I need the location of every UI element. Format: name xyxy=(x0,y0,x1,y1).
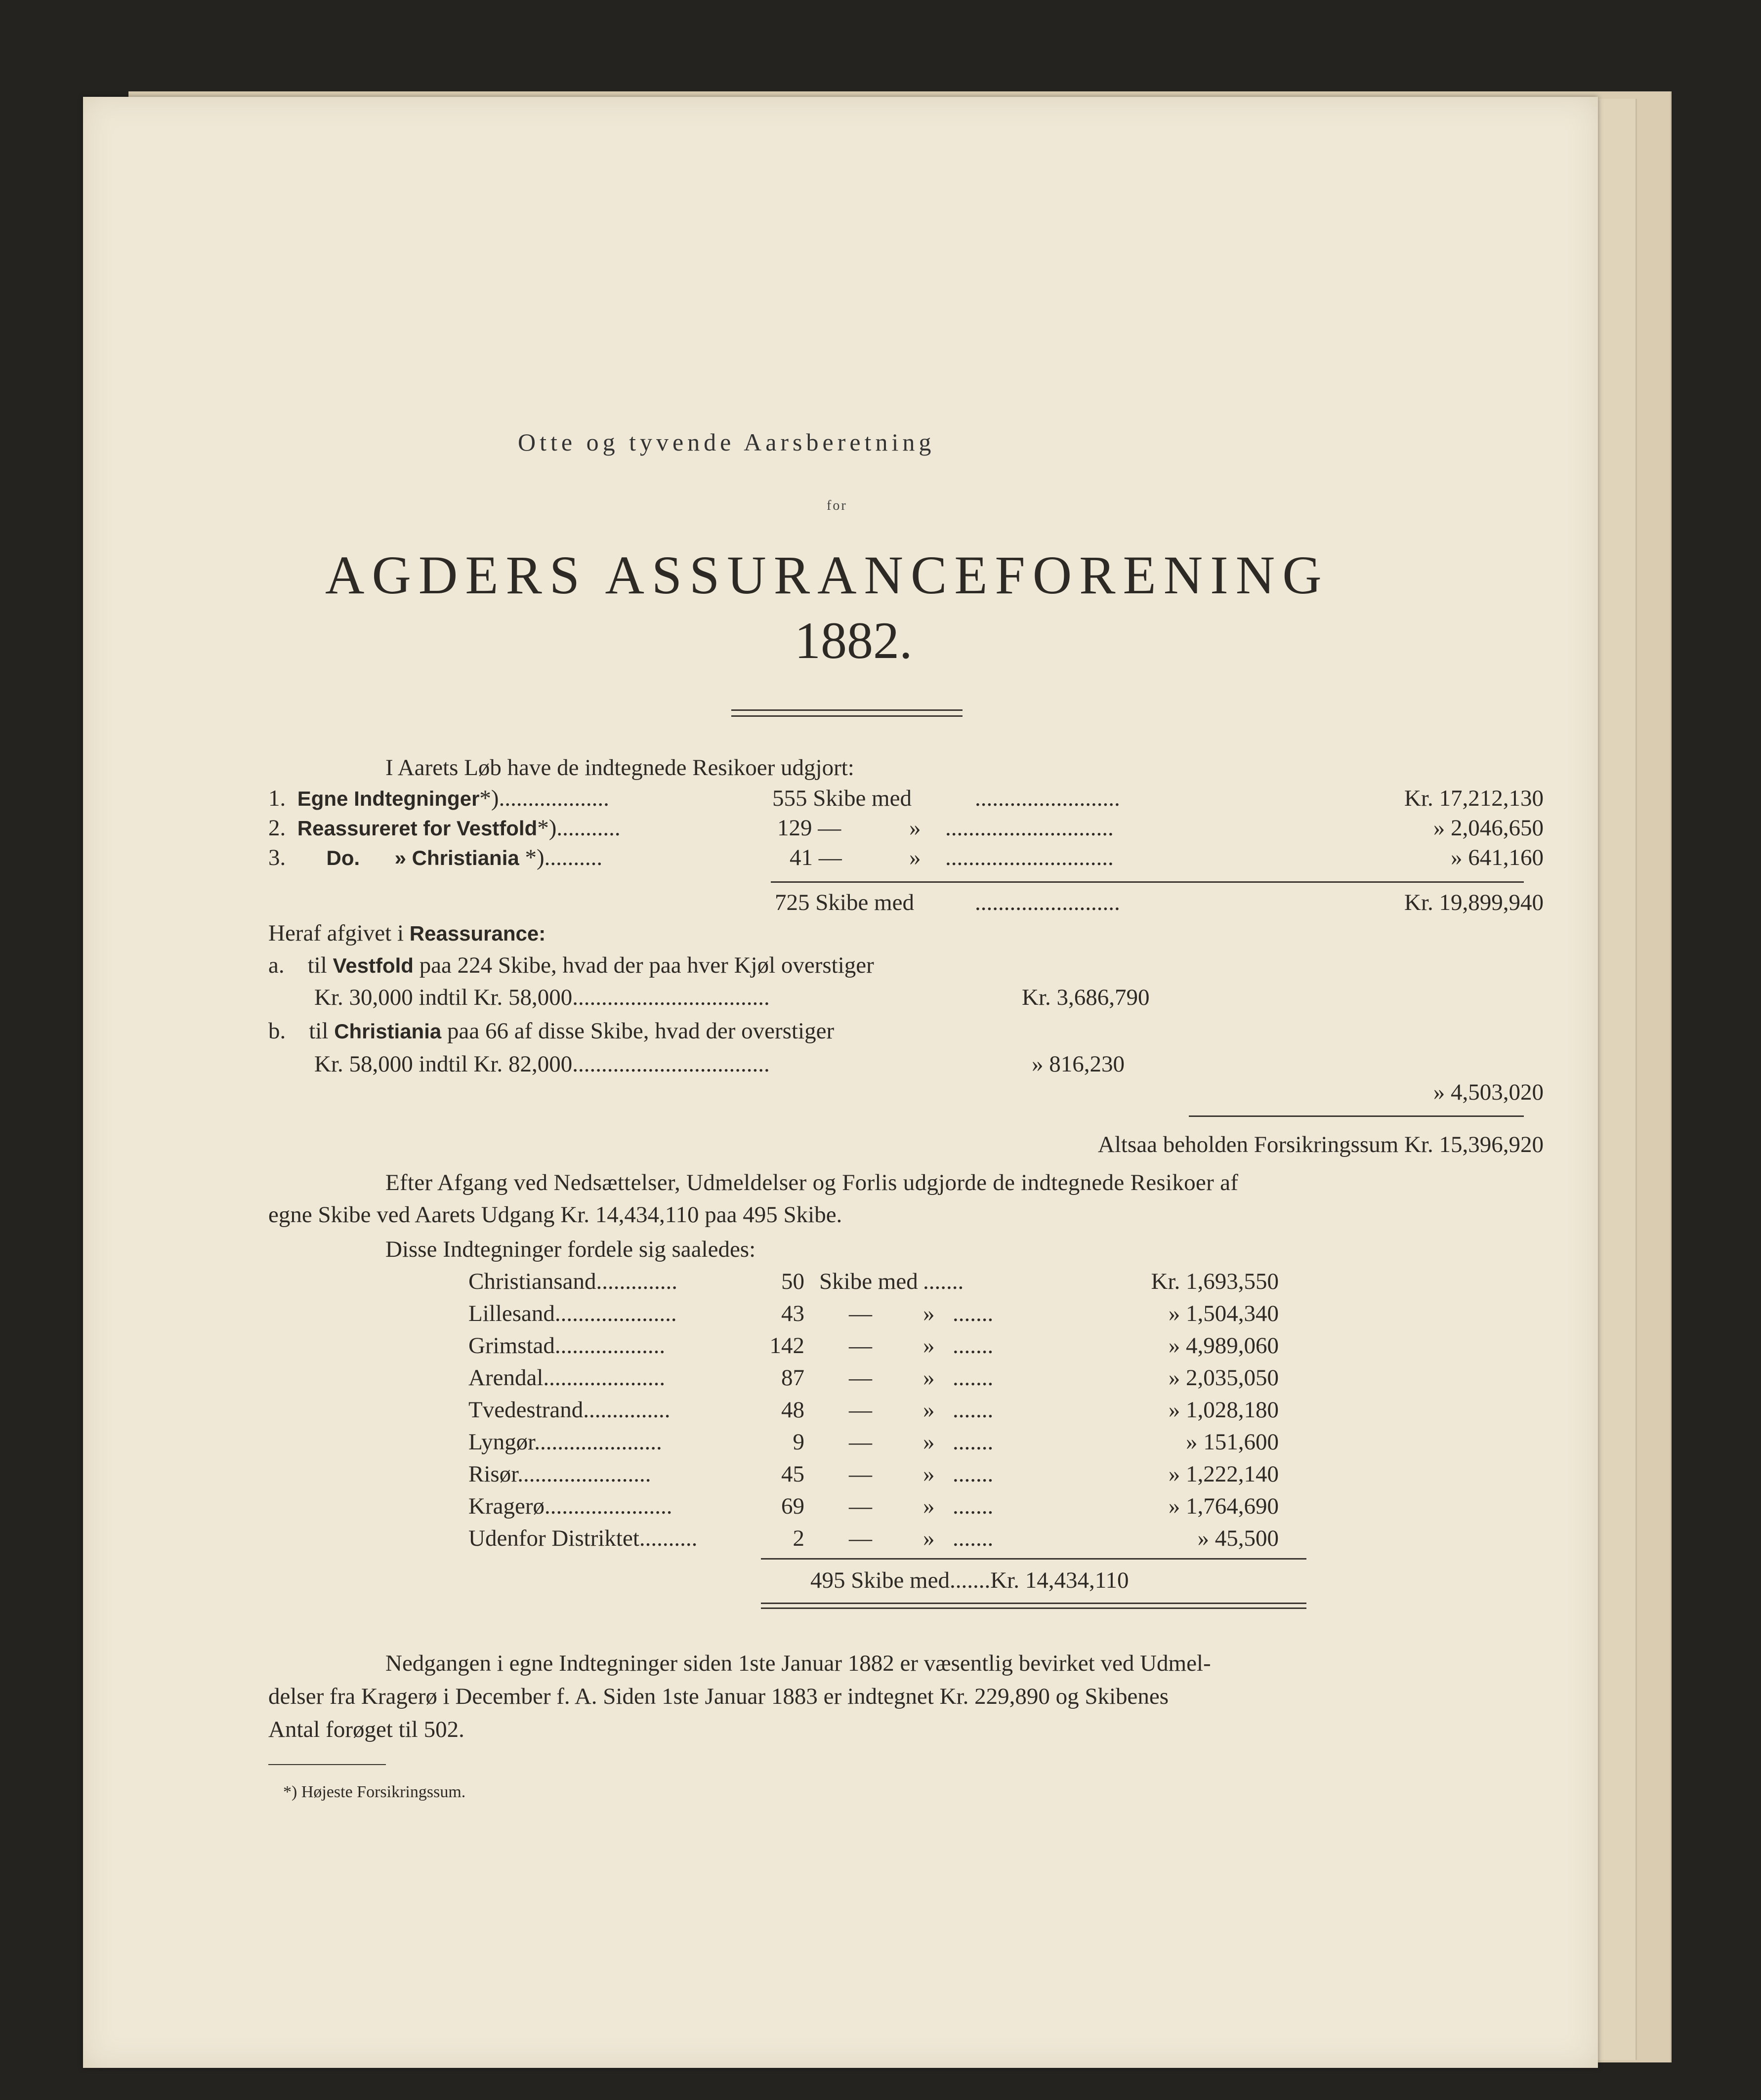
leader-dots: ....... xyxy=(953,1525,994,1551)
footnote-mark: *) xyxy=(479,785,499,811)
footnote-mark: *) xyxy=(537,815,557,841)
ditto-mark: » xyxy=(909,815,921,841)
district-amount: » 2,035,050 xyxy=(1168,1365,1279,1391)
for-label: for xyxy=(827,498,847,513)
district-count: 9 xyxy=(793,1429,804,1455)
row-3-ships: 41 — xyxy=(790,845,842,870)
district-count: 50 xyxy=(781,1269,804,1294)
sub-amount: » 4,503,020 xyxy=(1433,1079,1544,1105)
district-name xyxy=(468,1366,665,1390)
ditto-mark: » xyxy=(909,845,921,870)
district-amount: » 151,600 xyxy=(1186,1429,1279,1455)
row-1 xyxy=(268,787,609,810)
heraf-text: Heraf afgivet i xyxy=(268,920,404,946)
district-ships: Skibe med xyxy=(819,1269,918,1294)
title-divider xyxy=(731,709,963,717)
leader-dots: ....... xyxy=(953,1365,994,1391)
item-letter: a. xyxy=(268,952,285,978)
ditto-mark: » xyxy=(923,1365,935,1391)
district-count: 45 xyxy=(781,1461,804,1487)
row-1-amount: Kr. 17,212,130 xyxy=(1404,785,1544,811)
ditto-mark: » xyxy=(923,1429,935,1455)
row-label: Do. xyxy=(326,846,360,869)
row-number: 2. xyxy=(268,815,286,841)
row-1-ships: 555 Skibe med xyxy=(772,785,912,811)
footnote: *) Højeste Forsikringssum. xyxy=(283,1783,466,1801)
district-name xyxy=(468,1270,677,1293)
item-rest: paa 66 af disse Skibe, hvad der overstiger xyxy=(447,1018,835,1044)
closing-line-3: Antal forøget til 502. xyxy=(268,1717,464,1742)
item-rest: paa 224 Skibe, hvad der paa hver Kjøl overstiger xyxy=(419,952,874,978)
row-3-amount: » 641,160 xyxy=(1451,845,1544,870)
ditto-mark: » xyxy=(923,1333,935,1359)
district-name-text: Kragerø xyxy=(468,1493,545,1519)
ditto-mark: » xyxy=(923,1301,935,1326)
district-count: 48 xyxy=(781,1397,804,1423)
district-name xyxy=(468,1431,662,1454)
altsaa-line: Altsaa beholden Forsikringssum Kr. 15,396,920 xyxy=(1097,1132,1544,1157)
item-letter: b. xyxy=(268,1018,286,1044)
footnote-rule xyxy=(268,1764,386,1765)
district-name xyxy=(468,1495,672,1518)
ditto-mark: » xyxy=(923,1493,935,1519)
efter-line-1: Efter Afgang ved Nedsættelser, Udmeldelser og Forlis udgjorde de indtegnede Resikoer af xyxy=(385,1170,1239,1195)
district-amount: » 4,989,060 xyxy=(1168,1333,1279,1359)
district-ships: — xyxy=(849,1365,872,1391)
item-range: Kr. 30,000 indtil Kr. 58,000 xyxy=(314,985,573,1010)
heraf-line xyxy=(268,922,545,945)
leader-dots: ............... xyxy=(583,1397,671,1423)
district-ships: — xyxy=(849,1397,872,1423)
efter-line-2: egne Skibe ved Aarets Udgang Kr. 14,434,110 paa 495 Skibe. xyxy=(268,1202,842,1228)
district-count: 87 xyxy=(781,1365,804,1391)
leader-dots: ................... xyxy=(554,1333,666,1359)
leader-dots: ............................. xyxy=(945,815,1114,841)
district-amount: » 45,500 xyxy=(1197,1525,1279,1551)
footnote-mark: *) xyxy=(525,845,545,870)
ditto-mark: » xyxy=(923,1397,935,1423)
item-bold: Christiania xyxy=(334,1020,442,1043)
leader-dots: ......................... xyxy=(975,890,1120,915)
district-amount: » 1,764,690 xyxy=(1168,1493,1279,1519)
district-name-text: Risør xyxy=(468,1461,518,1487)
district-name-text: Grimstad xyxy=(468,1333,555,1359)
item-pre: til xyxy=(309,1018,329,1044)
sum-rule xyxy=(761,1607,1306,1609)
row-label: Reassureret for Vestfold xyxy=(297,817,538,840)
district-name xyxy=(468,1302,677,1325)
leader-dots: ............................. xyxy=(945,845,1114,870)
district-ships: — xyxy=(849,1525,872,1551)
leader-dots: .................................. xyxy=(572,985,770,1010)
district-ships: — xyxy=(849,1429,872,1455)
district-name xyxy=(468,1399,671,1422)
sum-rule xyxy=(761,1603,1306,1604)
district-ships: — xyxy=(849,1301,872,1326)
district-name xyxy=(468,1334,665,1358)
item-b xyxy=(268,1020,834,1043)
row-label: Egne Indtegninger xyxy=(297,787,480,810)
leader-dots: ...................... xyxy=(544,1493,672,1519)
pre-title-text: Otte og tyvende Aarsberetning xyxy=(518,428,935,456)
district-name xyxy=(468,1463,651,1486)
leader-dots: .............. xyxy=(596,1269,677,1294)
leader-dots: ....... xyxy=(953,1333,994,1359)
row-number: 1. xyxy=(268,785,286,811)
district-name-text: Lyngør xyxy=(468,1429,535,1455)
leader-dots: .......... xyxy=(639,1525,698,1551)
leader-dots: ....... xyxy=(953,1461,994,1487)
total-amount: Kr. 19,899,940 xyxy=(1404,890,1544,915)
leader-dots: ...................... xyxy=(534,1429,662,1455)
district-total: 495 Skibe med.......Kr. 14,434,110 xyxy=(810,1567,1129,1593)
row-number: 3. xyxy=(268,845,286,870)
district-count: 2 xyxy=(793,1525,804,1551)
district-count: 69 xyxy=(781,1493,804,1519)
district-amount: » 1,028,180 xyxy=(1168,1397,1279,1423)
pre-title xyxy=(518,428,935,456)
leader-dots: ................... xyxy=(499,785,609,811)
item-b-line2 xyxy=(314,1053,770,1076)
closing-line-1: Nedgangen i egne Indtegninger siden 1ste Januar 1882 er væsentlig bevirket ved Udmel- xyxy=(385,1650,1211,1676)
leader-dots: ..................... xyxy=(554,1301,677,1326)
row-2 xyxy=(268,817,621,840)
district-amount: » 1,222,140 xyxy=(1168,1461,1279,1487)
district-name xyxy=(468,1527,697,1550)
district-name-text: Arendal xyxy=(468,1365,544,1391)
leader-dots: ....... xyxy=(953,1397,994,1423)
ditto-mark: » xyxy=(923,1461,935,1487)
district-ships: — xyxy=(849,1333,872,1359)
total-ships: 725 Skibe med xyxy=(775,890,914,915)
leader-dots: ......................... xyxy=(975,785,1120,811)
item-b-amount: » 816,230 xyxy=(1032,1051,1125,1077)
item-range: Kr. 58,000 indtil Kr. 82,000 xyxy=(314,1051,573,1077)
leader-dots: ....... xyxy=(953,1429,994,1455)
row-2-ships: 129 — xyxy=(777,815,841,841)
sum-rule xyxy=(761,1558,1306,1560)
document-page xyxy=(83,97,1598,2068)
district-name-text: Tvedestrand xyxy=(468,1397,584,1423)
district-name-text: Udenfor Distriktet xyxy=(468,1525,639,1551)
district-amount: Kr. 1,693,550 xyxy=(1151,1269,1279,1294)
closing-line-2: delser fra Kragerø i December f. A. Siden 1ste Januar 1883 er indtegnet Kr. 229,890 og Skibenes xyxy=(268,1684,1169,1709)
year: 1882. xyxy=(795,612,913,669)
district-amount: » 1,504,340 xyxy=(1168,1301,1279,1326)
heraf-bold: Reassurance: xyxy=(409,922,546,945)
item-a xyxy=(268,954,874,977)
district-name-text: Lillesand xyxy=(468,1301,555,1326)
leader-dots: .......... xyxy=(544,845,603,870)
intro-text: I Aarets Løb have de indtegnede Resikoer udgjort: xyxy=(385,755,854,781)
district-count: 43 xyxy=(781,1301,804,1326)
item-pre: til xyxy=(307,952,327,978)
row-3 xyxy=(268,846,602,869)
leader-dots: ....................... xyxy=(517,1461,651,1487)
row-label-mid: » Christiania xyxy=(394,846,519,869)
main-title: AGDERS ASSURANCEFORENING xyxy=(325,545,1329,605)
leader-dots: ....... xyxy=(923,1269,964,1294)
sum-rule xyxy=(1189,1115,1524,1117)
leader-dots: ..................... xyxy=(543,1365,666,1391)
row-2-amount: » 2,046,650 xyxy=(1433,815,1544,841)
ditto-mark: » xyxy=(923,1525,935,1551)
district-ships: — xyxy=(849,1461,872,1487)
leader-dots: ....... xyxy=(953,1493,994,1519)
leader-dots: ....... xyxy=(953,1301,994,1326)
district-name-text: Christiansand xyxy=(468,1269,596,1294)
disse-line: Disse Indtegninger fordele sig saaledes: xyxy=(385,1236,756,1262)
leader-dots: ........... xyxy=(556,815,621,841)
item-a-amount: Kr. 3,686,790 xyxy=(1022,985,1150,1010)
leader-dots: .................................. xyxy=(572,1051,770,1077)
item-a-line2 xyxy=(314,986,770,1009)
item-bold: Vestfold xyxy=(333,954,414,977)
sum-rule xyxy=(771,881,1524,883)
district-count: 142 xyxy=(769,1333,804,1359)
district-ships: — xyxy=(849,1493,872,1519)
